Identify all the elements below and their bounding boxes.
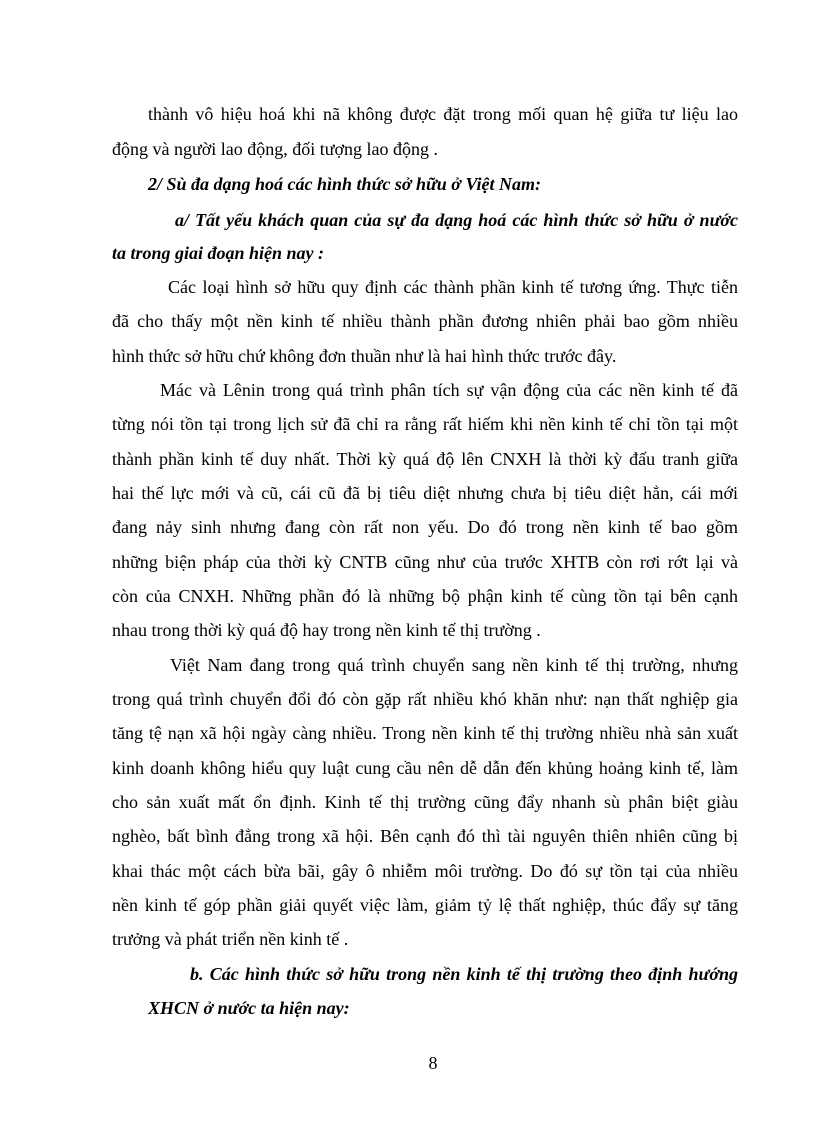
subsection-heading: b. Các hình thức sở hữu trong nền kinh tế thị trường theo định hướng [190,964,738,984]
paragraph-line: từng nói tồn tại trong lịch sử đã chỉ ra rằng rất hiếm khi nền kinh tế chỉ tồn tại một [112,414,738,434]
subsection-heading: a/ Tất yếu khách quan của sự đa dạng hoá các hình thức sở hữu ở nước [175,210,738,230]
paragraph-line: còn của CNXH. Những phần đó là những bộ phận kinh tế cùng tồn tại bên cạnh [112,586,738,606]
paragraph-line: tăng tệ nạn xã hội ngày càng nhiều. Trong nền kinh tế thị trường nhiều nhà sản xuất [112,723,738,743]
paragraph-line: cho sản xuất mất ổn định. Kinh tế thị trường cũng đẩy nhanh sù phân biệt giàu [112,792,738,812]
paragraph-line: hình thức sở hữu chứ không đơn thuần như là hai hình thức trước đây. [112,346,617,366]
paragraph-line: những biện pháp của thời kỳ CNTB cũng như của trước XHTB còn rơi rớt lại và [112,552,738,572]
paragraph-line: đã cho thấy một nền kinh tế nhiều thành phần đương nhiên phải bao gồm nhiều [112,311,738,331]
subsection-heading: ta trong giai đoạn hiện nay : [112,243,325,263]
paragraph-line: Các loại hình sở hữu quy định các thành phần kinh tế tương ứng. Thực tiễn [168,277,738,297]
page-number: 8 [428,1053,438,1073]
subsection-heading: XHCN ở nước ta hiện nay: [148,998,350,1018]
paragraph-line: nghèo, bất bình đẳng trong xã hội. Bên cạnh đó thì tài nguyên thiên nhiên cũng bị [112,826,738,846]
paragraph-line: trưởng và phát triển nền kinh tế . [112,929,349,949]
paragraph-line: thành phần kinh tế duy nhất. Thời kỳ quá độ lên CNXH là thời kỳ đấu tranh giữa [112,449,738,469]
paragraph-line: động và người lao động, đối tượng lao động . [112,139,439,159]
paragraph-line: kinh doanh không hiểu quy luật cung cầu nên dễ dẫn đến khủng hoảng kinh tế, làm [112,758,738,778]
paragraph-line: đang nảy sinh nhưng đang còn rất non yếu. Do đó trong nền kinh tế bao gồm [112,517,738,537]
section-heading: 2/ Sù đa dạng hoá các hình thức sở hữu ở Việt Nam: [148,174,541,194]
paragraph-line: nền kinh tế góp phần giải quyết việc làm, giảm tỷ lệ thất nghiệp, thúc đẩy sự tăng [112,895,738,915]
paragraph-line: hai thế lực mới và cũ, cái cũ đã bị tiêu diệt nhưng chưa bị tiêu diệt hẳn, cái mới [112,483,738,503]
paragraph-line: khai thác một cách bừa bãi, gây ô nhiễm môi trường. Do đó sự tồn tại của nhiều [112,861,738,881]
paragraph-line: Mác và Lênin trong quá trình phân tích sự vận động của các nền kinh tế đã [160,380,738,400]
paragraph-line: Việt Nam đang trong quá trình chuyển sang nền kinh tế thị trường, nhưng [170,655,738,675]
paragraph-line: nhau trong thời kỳ quá độ hay trong nền kinh tế thị trường . [112,620,541,640]
paragraph-line: thành vô hiệu hoá khi nã không được đặt trong mối quan hệ giữa tư liệu lao [148,104,738,124]
paragraph-line: trong quá trình chuyển đổi đó còn gặp rất nhiều khó khăn như: nạn thất nghiệp gia [112,689,738,709]
